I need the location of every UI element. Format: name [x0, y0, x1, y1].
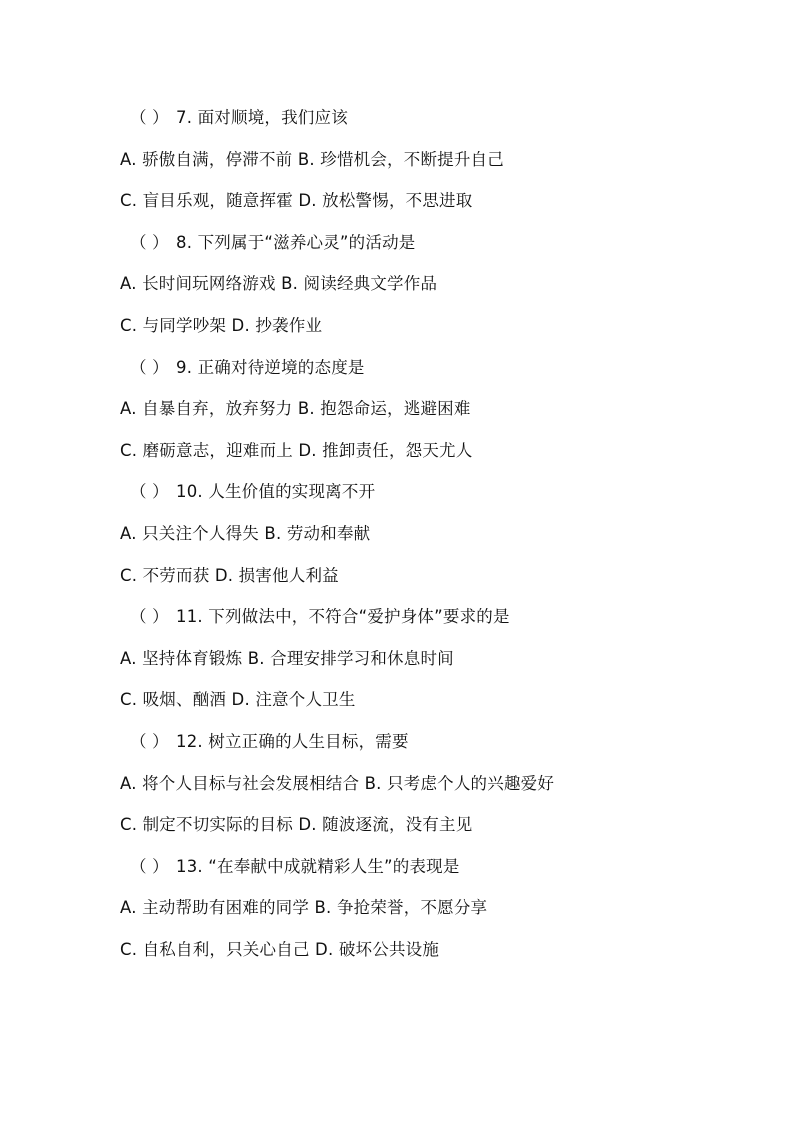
question-stem: [120, 478, 760, 520]
answer-blank: （ ）: [130, 357, 169, 377]
answer-blank: （ ）: [130, 856, 169, 876]
options-line: A. 坚持体育锻炼 B. 合理安排学习和休息时间: [120, 648, 454, 668]
question-8: [120, 229, 760, 354]
options-line: C. 不劳而获 D. 损害他人利益: [120, 565, 339, 585]
options-line: C. 制定不切实际的目标 D. 随波逐流，没有主见: [120, 815, 473, 835]
options-line: C. 与同学吵架 D. 抄袭作业: [120, 315, 323, 335]
question-7: [120, 104, 760, 229]
question-10: [120, 478, 760, 603]
answer-blank: （ ）: [130, 482, 169, 502]
question-13: [120, 853, 760, 978]
stem-text: 13. “在奉献中成就精彩人生”的表现是: [176, 856, 460, 876]
stem-text: 10. 人生价值的实现离不开: [176, 482, 376, 502]
question-stem: [120, 853, 760, 895]
question-9: [120, 354, 760, 479]
answer-blank: （ ）: [130, 232, 169, 252]
options-line: A. 骄傲自满，停滞不前 B. 珍惜机会，不断提升自己: [120, 149, 504, 169]
stem-text: 7. 面对顺境，我们应该: [176, 108, 348, 127]
question-stem: [120, 354, 760, 396]
options-line: C. 吸烟、酗酒 D. 注意个人卫生: [120, 690, 356, 710]
stem-text: 12. 树立正确的人生目标，需要: [176, 731, 409, 751]
options-line: C. 磨砺意志，迎难而上 D. 推卸责任，怨天尤人: [120, 440, 473, 460]
options-line: A. 将个人目标与社会发展相结合 B. 只考虑个人的兴趣爱好: [120, 773, 555, 793]
question-stem: [120, 104, 760, 146]
options-line: C. 盲目乐观，随意挥霍 D. 放松警惕，不思进取: [120, 191, 473, 211]
options-line: A. 自暴自弃，放弃努力 B. 抱怨命运，逃避困难: [120, 399, 471, 419]
question-list: [120, 104, 760, 977]
answer-blank: （ ）: [130, 108, 169, 127]
question-stem: [120, 603, 760, 645]
options-line: A. 只关注个人得失 B. 劳动和奉献: [120, 523, 371, 543]
question-stem: [120, 229, 760, 271]
options-line: A. 主动帮助有困难的同学 B. 争抢荣誉，不愿分享: [120, 898, 488, 918]
answer-blank: （ ）: [130, 731, 169, 751]
question-12: [120, 728, 760, 853]
answer-blank: （ ）: [130, 607, 169, 627]
stem-text: 9. 正确对待逆境的态度是: [176, 357, 365, 377]
stem-text: 8. 下列属于“滋养心灵”的活动是: [176, 232, 416, 252]
question-stem: [120, 728, 760, 770]
options-line: A. 长时间玩网络游戏 B. 阅读经典文学作品: [120, 274, 438, 294]
stem-text: 11. 下列做法中，不符合“爱护身体”要求的是: [176, 607, 510, 627]
question-11: [120, 603, 760, 728]
options-line: C. 自私自利，只关心自己 D. 破坏公共设施: [120, 939, 440, 959]
